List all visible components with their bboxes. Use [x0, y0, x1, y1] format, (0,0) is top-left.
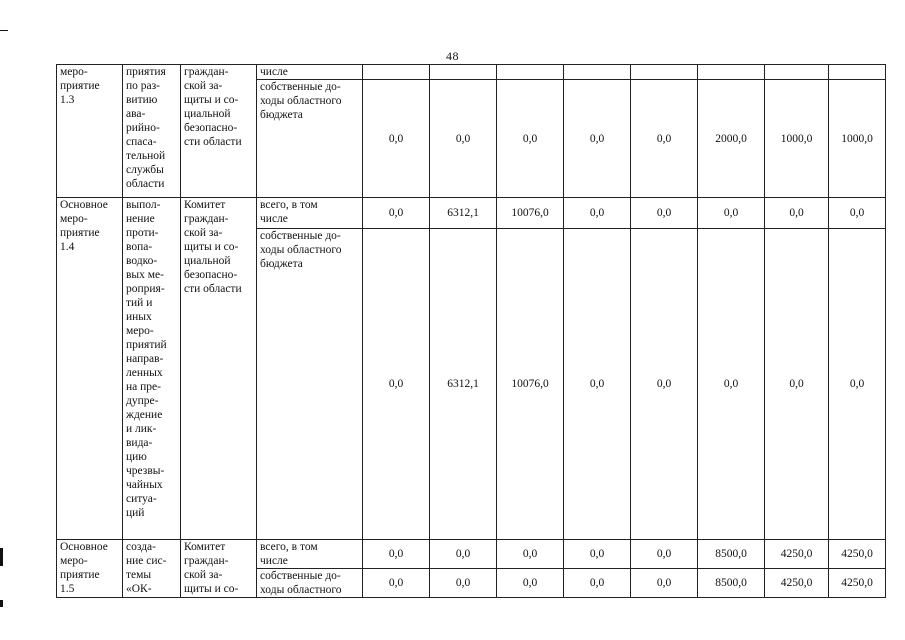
activity-description-cell: приятия по раз- витию ава- рийно- спаса- тельной службы области [123, 65, 181, 198]
value-cell: 8500,0 [698, 540, 765, 569]
value-cell: 0,0 [698, 198, 765, 229]
value-cell: 0,0 [430, 540, 497, 569]
table-row [57, 65, 886, 80]
value-cell: 0,0 [363, 229, 430, 540]
value-cell [430, 65, 497, 80]
activity-description-cell: выпол- нение проти- вопа- водко- вых ме- роприя- тий и иных меро- приятий направ- ленных на пре- дупре- ждение и лик- вида- цию чрезвы- чайных ситуа- ций [123, 198, 181, 540]
executor-cell: Комитет граждан- ской за- щиты и со- циальной безопасно- сти области [181, 198, 257, 540]
value-cell: 1000,0 [829, 80, 886, 198]
value-cell: 0,0 [765, 198, 829, 229]
value-cell: 0,0 [698, 229, 765, 540]
value-cell: 0,0 [765, 229, 829, 540]
activity-cell: Основное меро- приятие 1.5 [57, 540, 123, 598]
value-cell: 0,0 [363, 569, 430, 598]
value-cell: 0,0 [430, 80, 497, 198]
value-cell: 0,0 [631, 569, 698, 598]
value-cell [631, 65, 698, 80]
value-cell: 0,0 [430, 569, 497, 598]
activity-cell: меро- приятие 1.3 [57, 65, 123, 198]
value-cell: 0,0 [631, 540, 698, 569]
value-cell: 0,0 [829, 198, 886, 229]
program-activities-table [56, 64, 886, 598]
value-cell: 8500,0 [698, 569, 765, 598]
value-cell: 0,0 [631, 198, 698, 229]
value-cell: 1000,0 [765, 80, 829, 198]
value-cell: 0,0 [631, 229, 698, 540]
scan-mark [0, 600, 3, 607]
value-cell: 6312,1 [430, 229, 497, 540]
activity-cell: Основное меро- приятие 1.4 [57, 198, 123, 540]
executor-cell: Комитет граждан- ской за- щиты и со- [181, 540, 257, 598]
value-cell [765, 65, 829, 80]
value-cell: 4250,0 [765, 569, 829, 598]
value-cell [698, 65, 765, 80]
value-cell: 10076,0 [497, 229, 564, 540]
value-cell [829, 65, 886, 80]
scan-mark [0, 30, 8, 31]
executor-cell: граждан- ской за- щиты и со- циальной безопасно- сти области [181, 65, 257, 198]
funding-source-cell: всего, в том числе [257, 198, 363, 229]
value-cell: 4250,0 [765, 540, 829, 569]
value-cell [363, 65, 430, 80]
funding-source-cell: собственные до- ходы областного бюджета [257, 229, 363, 540]
funding-source-cell: всего, в том числе [257, 540, 363, 569]
value-cell: 0,0 [497, 569, 564, 598]
value-cell [564, 65, 631, 80]
value-cell: 0,0 [564, 569, 631, 598]
activity-description-cell: созда- ние сис- темы «ОК- [123, 540, 181, 598]
value-cell: 0,0 [363, 198, 430, 229]
value-cell: 0,0 [497, 80, 564, 198]
funding-source-cell: собственные до- ходы областного бюджета [257, 80, 363, 198]
value-cell: 0,0 [564, 198, 631, 229]
value-cell: 0,0 [363, 80, 430, 198]
value-cell: 6312,1 [430, 198, 497, 229]
value-cell: 0,0 [564, 540, 631, 569]
value-cell [497, 65, 564, 80]
table-row [57, 198, 886, 229]
page-number: 48 [446, 49, 459, 63]
value-cell: 0,0 [497, 540, 564, 569]
value-cell: 0,0 [631, 80, 698, 198]
value-cell: 0,0 [564, 229, 631, 540]
value-cell: 0,0 [363, 540, 430, 569]
scan-mark [0, 548, 3, 566]
funding-source-cell: собственные до- ходы областного [257, 569, 363, 598]
table-row [57, 540, 886, 569]
value-cell: 2000,0 [698, 80, 765, 198]
value-cell: 10076,0 [497, 198, 564, 229]
value-cell: 4250,0 [829, 540, 886, 569]
value-cell: 4250,0 [829, 569, 886, 598]
funding-source-cell: числе [257, 65, 363, 80]
value-cell: 0,0 [829, 229, 886, 540]
value-cell: 0,0 [564, 80, 631, 198]
